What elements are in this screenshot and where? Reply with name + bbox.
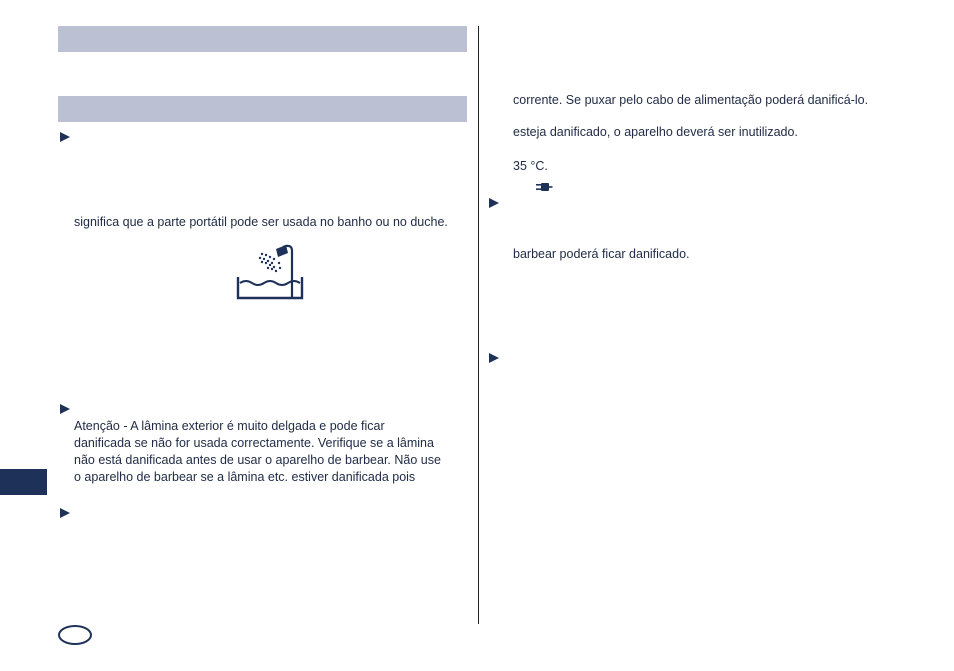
- power-cord-text: corrente. Se puxar pelo cabo de alimentação poderá danificá-lo.: [513, 93, 869, 107]
- bullet-arrow-icon: [489, 198, 499, 208]
- bath-usage-text: significa que a parte portátil pode ser usada no banho ou no duche.: [74, 215, 448, 229]
- bullet-arrow-icon: [60, 404, 70, 414]
- warning-paragraph: [74, 418, 474, 486]
- bullet-arrow-icon: [60, 132, 70, 142]
- temperature-text: 35 °C.: [513, 159, 548, 173]
- warning-line: não está danificada antes de usar o aparelho de barbear. Não use: [74, 453, 441, 467]
- bullet-arrow-icon: [60, 508, 70, 518]
- section-header-bar-1: [58, 26, 467, 52]
- plug-icon: [535, 179, 553, 197]
- warning-line: danificada se não for usada correctamente. Verifique se a lâmina: [74, 436, 434, 450]
- page-number-oval: [58, 625, 92, 645]
- shaver-damage-text: barbear poderá ficar danificado.: [513, 247, 690, 261]
- bath-shower-icon: [234, 241, 306, 308]
- section-header-bar-2: [58, 96, 467, 122]
- damaged-cord-text: esteja danificado, o aparelho deverá ser inutilizado.: [513, 125, 798, 139]
- warning-line: Atenção - A lâmina exterior é muito delgada e pode ficar: [74, 419, 385, 433]
- language-side-tab: [0, 469, 47, 495]
- warning-line: o aparelho de barbear se a lâmina etc. estiver danificada pois: [74, 470, 416, 484]
- column-divider: [478, 26, 479, 624]
- bullet-arrow-icon: [489, 353, 499, 363]
